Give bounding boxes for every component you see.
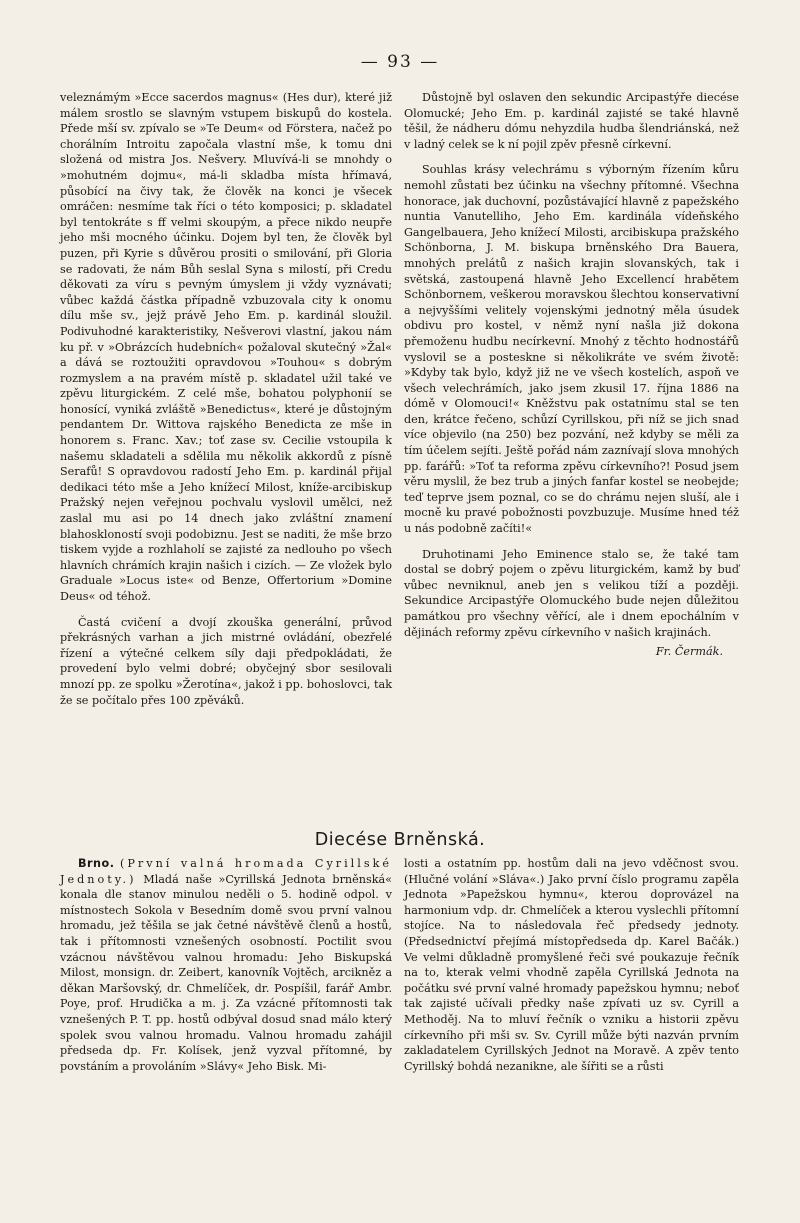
event-title: (První valná hromada Cyrillské Jednoty.) xyxy=(60,857,392,886)
article-paragraph: veleznámým »Ecce sacerdos magnus« (Hes dur), které již málem srostlo se slavným vstupem biskupů do kostela. Přede mší sv. zpívalo se »Te Deum« od Förstera, načež po chorálním Introitu započala vlastní mše, k tomu dni složená od mistra Jos. Nešvery. Mluvívá-li se mnohdy o »mohutném dojmu«, má-li skladba místa hřímavá, působící na čivy tak, že člověk na konci je všecek omráčen: nesmíme tak říci o této komposici; p. skladatel byl tentokráte s ff velmi skoupým, a přece nikdo neupře jeho mši mocného účinku. Dojem byl ten, že člověk byl puzen, při Kyrie s důvěrou prositi o smilování, při Gloria se radovati, že nám Bůh seslal Syna s milostí, při Credu děkovati za víru s pevným úmyslem ji vždy vyznávati; vůbec každá částka případně vzbuzovala city k onomu dílu mše sv., jejž právě Jeho Em. p. kardinál sloužil. Podivuhodné karakteristiky, Nešverovi vlastní, jakou nám ku př. v »Obrázcích hudebních« požaloval skutečný »Žal« a dává se roztoužiti opravdovou »Touhou« s dobrým rozmyslem a na pravém místě p. skladatel užil také ve zpěvu liturgickém. Z celé mše, bohatou polyphonií se honosící, vyniká zvláště »Benedictus«, které je důstojným pendantem Dr. Wittova rajského Benedicta ze mše in honorem s. Franc. Xav.; toť zase sv. Cecilie vstoupila k našemu skladateli a sdělila mu několik akkordů z písně Serafů! S opravdovou radostí Jeho Em. p. kardinál přijal dedikaci této mše a Jeho knížecí Milost, kníže-arcibiskup Pražský nejen veřejnou pochvalu vyslovil umělci, než zaslal mu asi po 14 dnech jako zvláštní znamení blahoskloností svoji podobiznu. Jest se naditi, že mše brzo tiskem vyjde a rozhlaholí se zajisté za nedlouho po všech hlavních chrámích krajin našich i cizích. — Ze vložek bylo Graduale »Locus iste« od Benze, Offertorium »Domine Deus« od téhož. xyxy=(60,91,392,603)
article-paragraph: Častá cvičení a dvojí zkouška generální, průvod překrásných varhan a jich mistrné ovládání, obezřelé řízení a výtečné celkem síly daji předpokládati, že provedení bylo velmi dobré; obyčejný sbor sesilovali mnozí pp. ze spolku »Žerotína«, jakož i pp. bohoslovci, tak že se počítalo přes 100 zpěváků. xyxy=(60,615,392,707)
article-text: Mladá naše »Cyrillská Jednota brněnská« konala dle stanov minulou neděli o 5. hodině odpol. v místnostech Sokola v Besedním domě svou první valnou hromadu, jež těšila se jak četné návštěvě členů a hostů, tak i přítomnosti vznešených osobností. Poctilit svou vzácnou návštěvou valnou hromadu: Jeho Biskupská Milost, monsign. dr. Zeibert, kanovník Vojtěch, arcikněz a děkan Maršovský, dr. Chmelíček, dr. Pospíšil, farář Ambr. Poye, prof. Hrudička a m. j. Za vzácné přítomnosti tak vznešených P. T. pp. hostů odbýval dosud snad málo který spolek svou valnou hromadu. Valnou hromadu zahájil předseda dp. Fr. Kolísek, jenž vyzval přítomné, by povstáním a provoláním »Slávy« Jeho Bisk. Mi- xyxy=(60,872,392,1073)
page-number: — 93 — xyxy=(360,52,440,72)
author-signature: Fr. Čermák. xyxy=(655,645,723,659)
article-column-top-right xyxy=(404,90,739,660)
article-column-top-left xyxy=(60,90,392,708)
article-paragraph: Souhlas krásy velechrámu s výborným řízením kůru nemohl zůstati bez účinku na všechny přítomné. Všechna honorace, jak duchovní, pozůstávající hlavně z papežského nuntia Vanutelliho, Jeho Em. kardinála vídeňského Gangelbauera, Jeho knížecí Milosti, arcibiskupa pražského Schönborna, J. M. biskupa brněnského Dra Bauera, mnohých prelátů z našich krajin slovanských, tak i světská, zastoupená hlavně Jeho Excellencí hrabětem Schönbornem, veškerou moravskou šlechtou konservativní a nejvyššími velitely vojenskými jednotný měla úsudek obdivu pro kostel, v němž nyní našla již dokona přemoženu hudbu necírkevní. Mnohý z těchto hodnostářů vyslovil se a posteskne si několikráte ve svém životě: »Kdyby tak bylo, když již ne ve všech kostelích, aspoň ve všech velechrámích, jako jsem zkusil 17. října 1886 na dómě v Olomouci!« Kněžstvu pak ostatnímu stal se ten den, krátce řečeno, schůzí Cyrillskou, při níž se jich snad více objevilo (na 250) bez pozvání, než kdyby se měli za tím účelem sejíti. Ještě pořád nám zaznívají slova mnohých pp. farářů: »Toť ta reforma zpěvu církevního?! Posud jsem věru myslil, že bez trub a jiných fanfar kostel se neobejde; teď teprve jsem poznal, co se do chrámu nejen sluší, ale i mocně ku pravé pobožnosti povzbuzuje. Musíme hned též u nás podobně začíti!« xyxy=(404,163,739,536)
article-paragraph: Důstojně byl oslaven den sekundic Arcipastýře diecése Olomucké; Jeho Em. p. kardinál zajisté se také hlavně těšil, že nádheru dómu nehyzdila hudba šlendriánská, než v ladný celek se k ní pojil zpěv přesně církevní. xyxy=(404,91,739,151)
article-paragraph: losti a ostatním pp. hostům dali na jevo vděčnost svou. (Hlučné volání »Sláva«.) Jako první číslo programu zapěla Jednota »Papežskou hymnu«, kterou doprovázel na harmonium vdp. dr. Chmelíček a kterou vyslechli přítomní stojíce. Na to následovala řeč předsedy jednoty. (Předsednictví přejímá místopředseda dp. Karel Bačák.) Ve velmi důkladně promyšlené řeči své poukazuje řečník na to, kterak velmi vhodně zapěla Cyrillská Jednota na počátku své první valné hromady papežskou hymnu; neboť tak zajisté učívali předky naše zpívati uz sv. Cyrill a Methoděj. Na to mluví řečník o vzniku a historii zpěvu církevního při mši sv. Sv. Cyrill může býti nazván prvním zakladatelem Cyrillských Jednot na Moravě. A zpěv tento Cyrillský bohdá nezanikne, ale šířiti se a růsti xyxy=(404,857,739,1073)
article-column-bottom-left xyxy=(60,856,392,1074)
article-paragraph: Druhotinami Jeho Eminence stalo se, že také tam dostal se dobrý pojem o zpěvu liturgickém, kamž by buď vůbec nevniknul, aneb jen s velikou tíží a později. Sekundice Arcipastýře Olomuckého bude nejen důležitou památkou pro všechny věřící, ale i dnem epochálním v dějinách reformy zpěvu církevního v našich krajinách. xyxy=(404,547,739,639)
place-lead: Brno. xyxy=(78,857,115,870)
section-heading: Diecése Brněnská. xyxy=(314,830,486,850)
article-paragraph xyxy=(60,856,392,1074)
article-column-bottom-right xyxy=(404,856,739,1074)
